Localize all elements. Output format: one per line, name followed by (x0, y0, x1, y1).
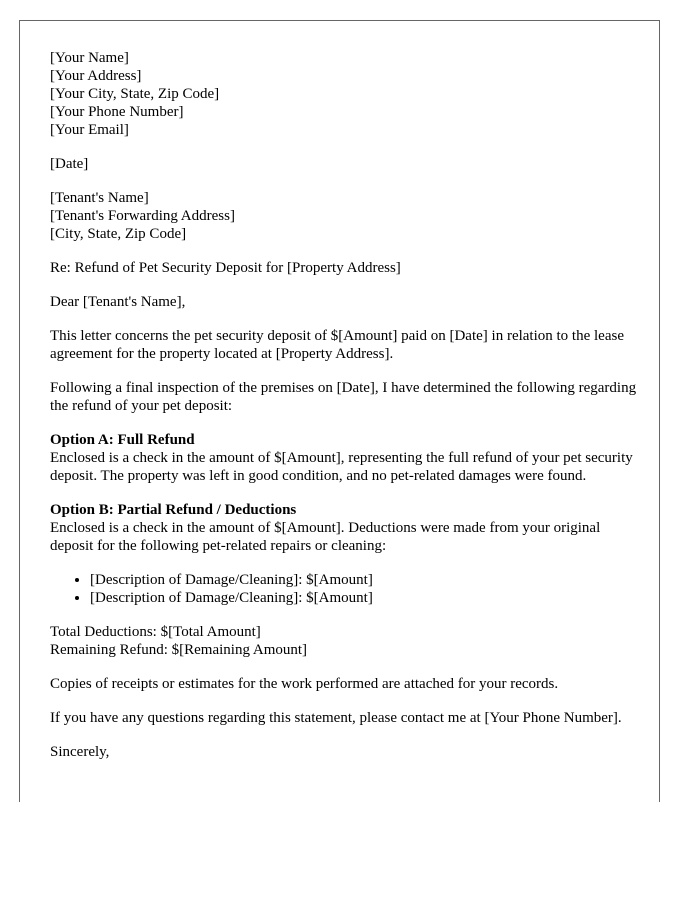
option-a-heading: Option A: Full Refund (50, 432, 195, 448)
option-b-text: Enclosed is a check in the amount of $[Amount]. Deductions were made from your original deposit for the following pet-related repairs or cleaning: (50, 520, 601, 554)
letter-content (50, 49, 640, 777)
sender-name: [Your Name] (50, 50, 129, 66)
sender-block (50, 49, 640, 139)
sender-address: [Your Address] (50, 68, 142, 84)
salutation: Dear [Tenant's Name], (50, 294, 186, 310)
sender-phone: [Your Phone Number] (50, 104, 184, 120)
option-a-section (50, 431, 640, 485)
letter-page (19, 20, 660, 802)
option-b-heading: Option B: Partial Refund / Deductions (50, 502, 297, 518)
recipient-address: [Tenant's Forwarding Address] (50, 208, 235, 224)
sender-city-state-zip: [Your City, State, Zip Code] (50, 86, 220, 102)
sender-email: [Your Email] (50, 122, 129, 138)
deduction-item: • [Description of Damage/Cleaning]: $[Amount] (90, 589, 640, 607)
recipient-block (50, 189, 640, 243)
deduction-list (50, 571, 640, 607)
recipient-city-state-zip: [City, State, Zip Code] (50, 226, 187, 242)
option-b-section (50, 501, 640, 607)
receipts-paragraph: Copies of receipts or estimates for the work performed are attached for your records. (50, 676, 559, 692)
remaining-refund: Remaining Refund: $[Remaining Amount] (50, 642, 308, 658)
deduction-item: • [Description of Damage/Cleaning]: $[Amount] (90, 571, 640, 589)
option-a-text: Enclosed is a check in the amount of $[Amount], representing the full refund of your pet security deposit. The property was left in good condition, and no pet-related damages were found. (50, 450, 633, 484)
totals-block (50, 623, 640, 659)
letter-date: [Date] (50, 156, 89, 172)
closing: Sincerely, (50, 744, 110, 760)
recipient-name: [Tenant's Name] (50, 190, 149, 206)
contact-paragraph: If you have any questions regarding this statement, please contact me at [Your Phone Number]. (50, 710, 622, 726)
inspection-paragraph: Following a final inspection of the premises on [Date], I have determined the following regarding the refund of your pet deposit: (50, 380, 637, 414)
subject-line: Re: Refund of Pet Security Deposit for [Property Address] (50, 260, 401, 276)
total-deductions: Total Deductions: $[Total Amount] (50, 624, 261, 640)
intro-paragraph: This letter concerns the pet security deposit of $[Amount] paid on [Date] in relation to the lease agreement for the property located at [Property Address]. (50, 328, 624, 362)
